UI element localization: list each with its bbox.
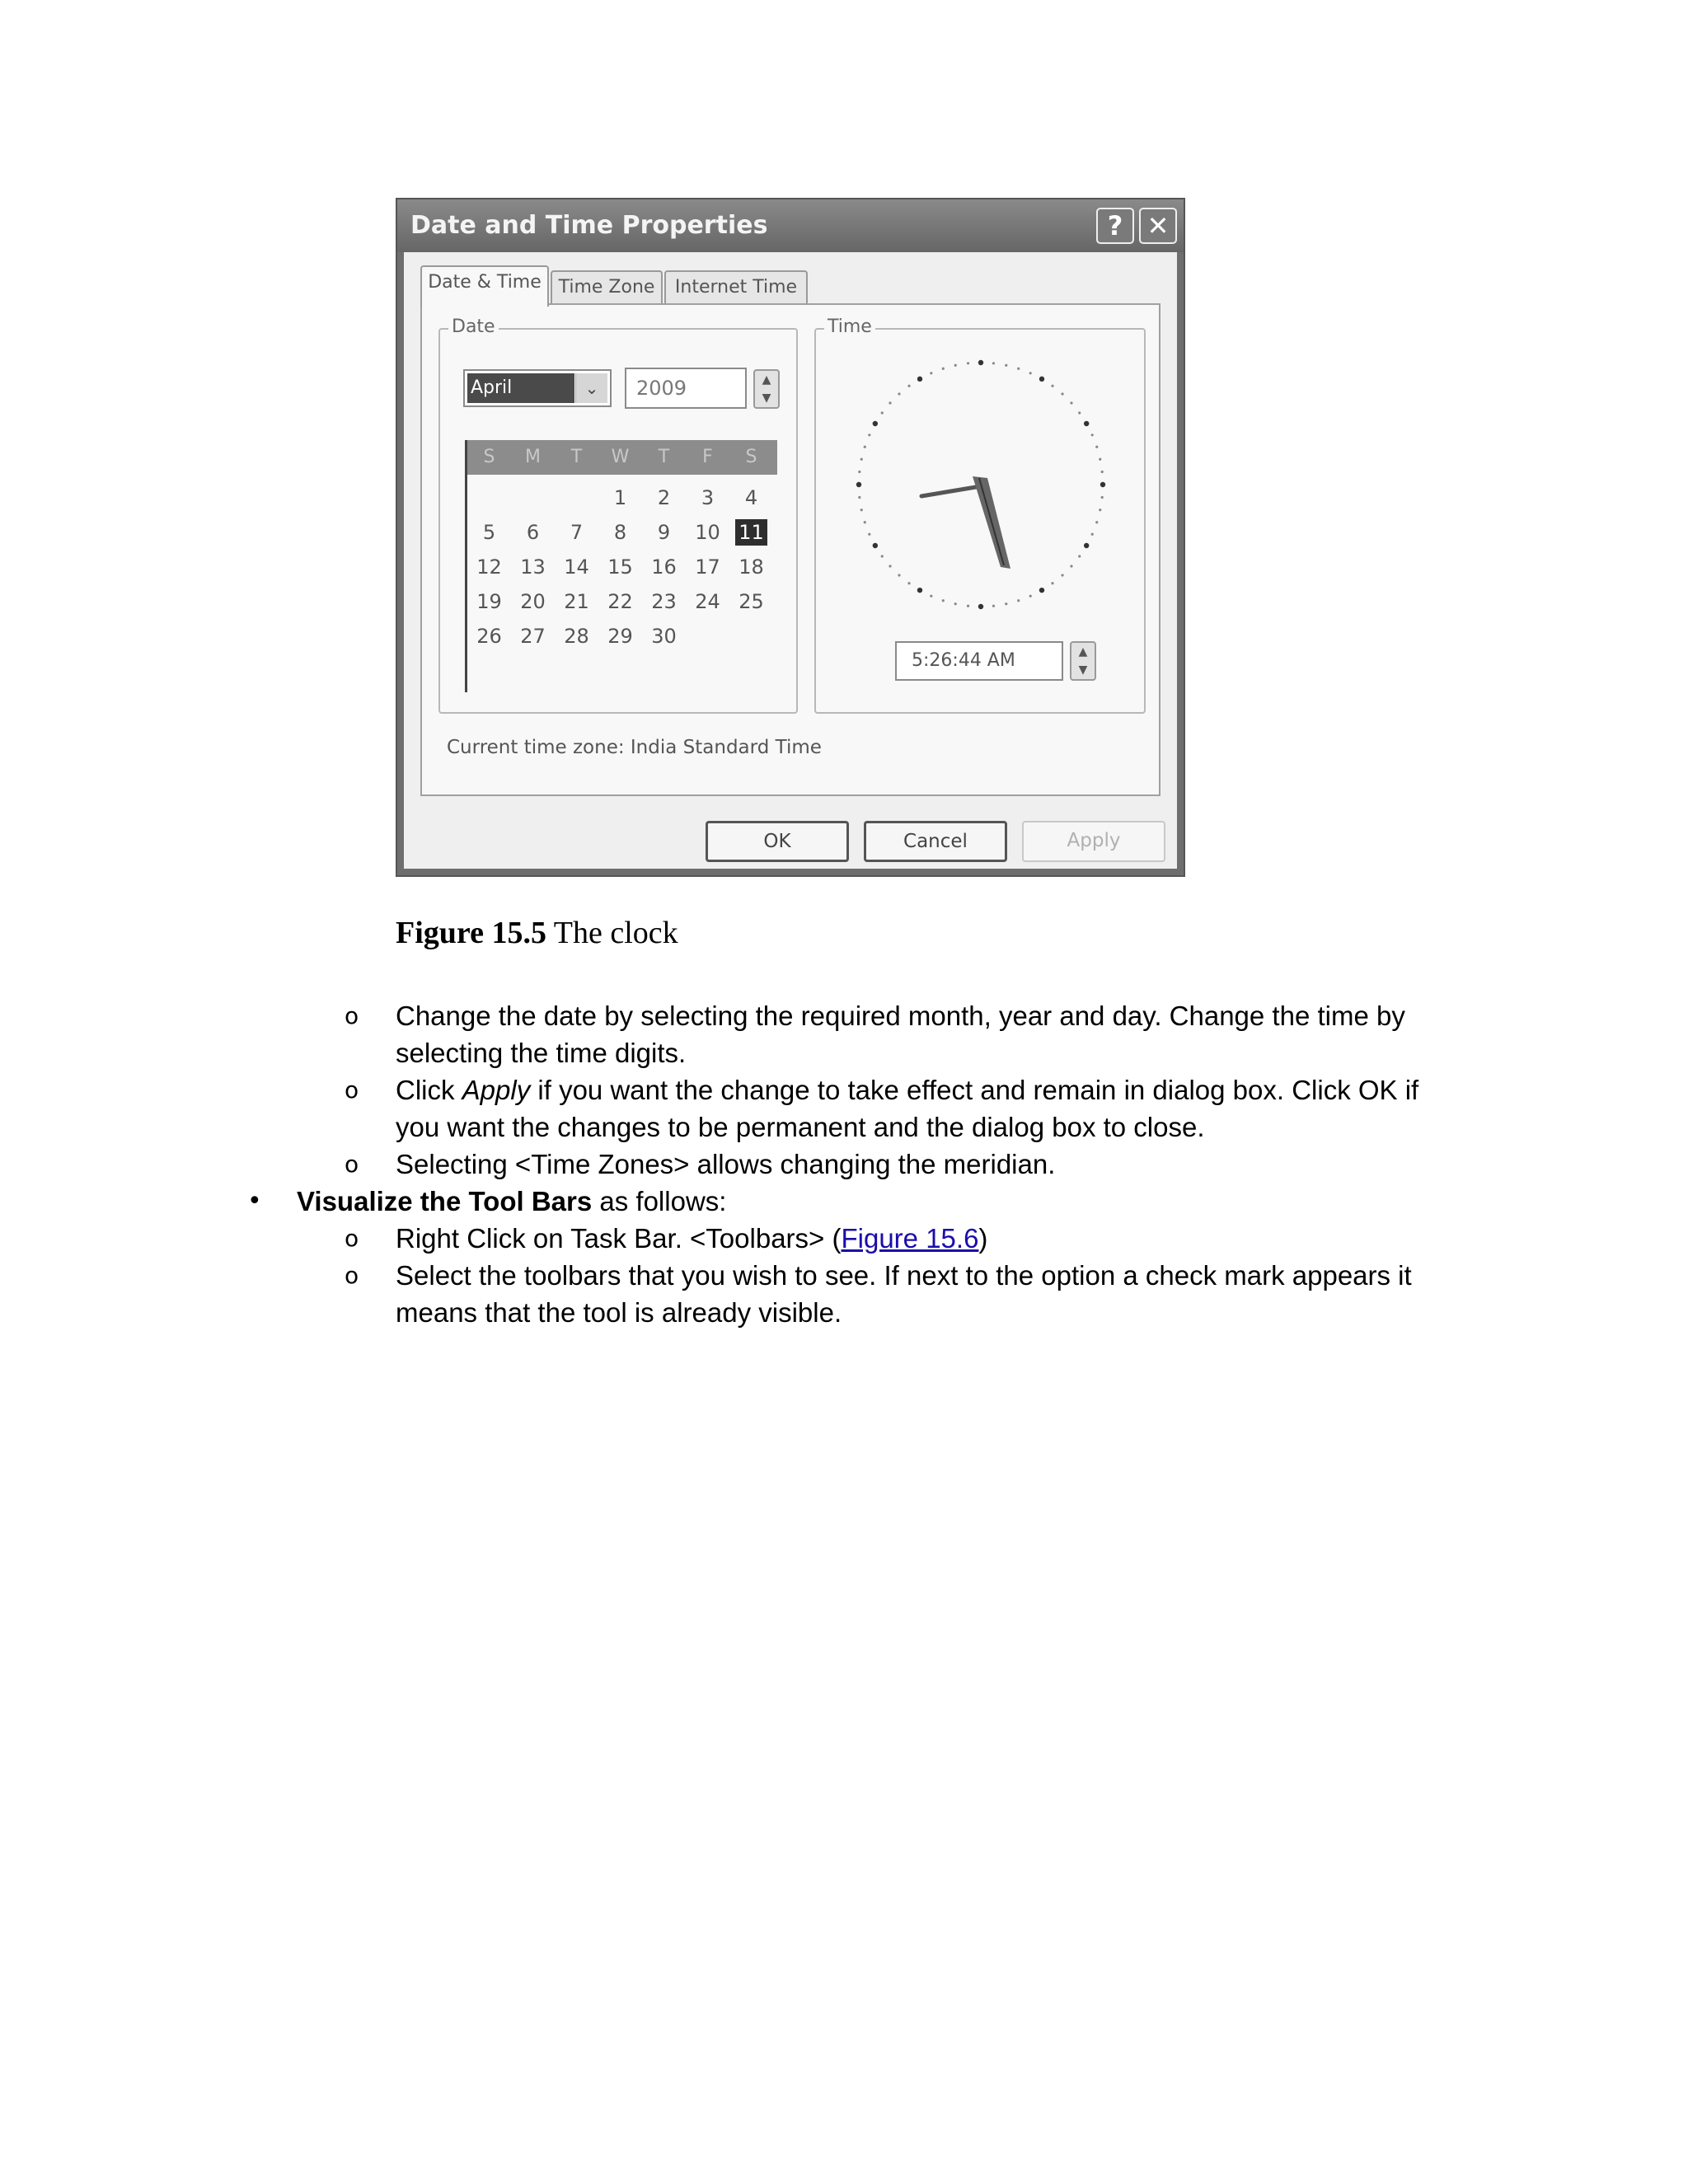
clock-minute-mark <box>860 509 863 511</box>
clock-hour-mark <box>873 421 878 426</box>
date-time-dialog-figure <box>396 198 1185 877</box>
clock-minute-mark <box>864 521 866 523</box>
clock-minute-mark <box>1095 446 1098 448</box>
calendar-day[interactable] <box>467 585 511 620</box>
calendar-weekday: T <box>658 447 670 467</box>
calendar-day-number: 17 <box>695 555 720 579</box>
clock-minute-mark <box>1061 392 1063 395</box>
list-item-text: Selecting <Time Zones> allows changing the meridian. <box>396 1149 1056 1179</box>
calendar-day-number: 18 <box>738 555 764 579</box>
clock-minute-mark <box>992 605 995 607</box>
calendar-day[interactable] <box>598 620 642 654</box>
clock-hour-hand <box>921 486 981 496</box>
calendar-day-number: 22 <box>607 590 633 613</box>
calendar-day-selected[interactable] <box>729 516 773 551</box>
clock-minute-mark <box>954 364 957 367</box>
clock-hour-mark <box>1100 482 1105 487</box>
date-group-legend: Date <box>448 316 499 337</box>
tab-internet-time[interactable]: Internet Time <box>664 270 808 305</box>
clock-minute-mark <box>1029 372 1032 374</box>
time-group <box>814 316 1146 714</box>
calendar-day-number: 10 <box>695 521 720 544</box>
clock-minute-mark <box>1078 411 1081 414</box>
current-time-zone-label: Current time zone: India Standard Time <box>447 737 822 758</box>
calendar-week-row <box>467 620 777 654</box>
clock-minute-mark <box>1029 595 1032 598</box>
list-item-text-pre: Right Click on Task Bar. <Toolbars> ( <box>396 1223 842 1254</box>
calendar-weekday: T <box>570 447 583 467</box>
clock-minute-mark <box>967 605 969 607</box>
chevron-down-icon[interactable]: ⌄ <box>575 373 607 403</box>
clock-minute-mark <box>1005 364 1007 367</box>
clock-minute-mark <box>1070 565 1072 567</box>
clock-minute-mark <box>1061 574 1063 576</box>
clock-minute-mark <box>1078 555 1081 557</box>
calendar-week-row <box>467 585 777 620</box>
list-item-apply <box>345 1071 1434 1146</box>
toolbars-heading: Visualize the Tool Bars <box>297 1186 593 1216</box>
clock-hour-mark <box>978 604 983 609</box>
date-group <box>438 316 798 714</box>
calendar-day[interactable] <box>467 551 511 585</box>
clock-minute-mark <box>930 372 932 374</box>
calendar-day-number: 19 <box>476 590 502 613</box>
list-item-text-post: ) <box>978 1223 988 1254</box>
calendar-day[interactable] <box>555 516 598 551</box>
dialog-title: Date and Time Properties <box>410 211 768 240</box>
calendar-day-number: 4 <box>744 486 758 509</box>
clock-minute-mark <box>1005 602 1007 605</box>
figure-label: Figure 15.5 <box>396 916 546 950</box>
clock-minute-mark <box>942 599 945 602</box>
calendar-day[interactable] <box>642 481 686 516</box>
calendar-day-number: 13 <box>520 555 546 579</box>
clock-minute-mark <box>858 471 860 473</box>
calendar-day-number: 8 <box>613 521 627 544</box>
clock-minute-mark <box>1099 509 1101 511</box>
list-item-text-pre: Click <box>396 1075 462 1105</box>
calendar-weekday: S <box>745 447 757 467</box>
clock-minute-mark <box>954 602 957 605</box>
calendar-day[interactable] <box>467 516 511 551</box>
calendar-day-number: 29 <box>607 625 633 648</box>
calendar-day[interactable] <box>642 551 686 585</box>
calendar-weekday: W <box>611 447 630 467</box>
calendar-day-number: 14 <box>564 555 589 579</box>
circle-bullet-icon: o <box>345 1151 359 1178</box>
calendar-day[interactable] <box>686 585 729 620</box>
clock-second-hand <box>979 478 1004 565</box>
tab-date-time[interactable]: Date & Time <box>420 265 549 307</box>
month-value: April <box>467 373 574 403</box>
clock-minute-mark <box>907 582 910 584</box>
clock-minute-mark <box>1091 533 1094 536</box>
calendar-day[interactable] <box>511 551 555 585</box>
calendar-day <box>467 481 511 516</box>
list-item-select-toolbars <box>345 1257 1434 1331</box>
calendar-day-number: 30 <box>651 625 677 648</box>
calendar-day-number: 6 <box>526 521 540 544</box>
clock-minute-mark <box>881 411 884 414</box>
dialog-client-area <box>404 252 1177 869</box>
calendar-day <box>686 620 729 654</box>
calendar-day[interactable] <box>511 620 555 654</box>
calendar-day-number: 26 <box>476 625 502 648</box>
calendar-day <box>729 620 773 654</box>
calendar-day[interactable] <box>729 481 773 516</box>
figure-15-6-link[interactable]: Figure 15.6 <box>841 1223 979 1254</box>
help-icon[interactable]: ? <box>1096 208 1134 244</box>
calendar-day-number: 23 <box>651 590 677 613</box>
clock-minute-mark <box>967 362 969 364</box>
list-item-time-zones <box>345 1146 1434 1183</box>
clock-hour-mark <box>978 360 983 365</box>
list-item-text: Change the date by selecting the required month, year and day. Change the time by selecting the time digits. <box>396 1001 1405 1068</box>
clock-minute-mark <box>1051 582 1053 584</box>
calendar-day[interactable] <box>511 516 555 551</box>
clock-hour-mark <box>1039 588 1044 593</box>
calendar-weekday-header <box>467 440 777 475</box>
calendar-day-number: 12 <box>476 555 502 579</box>
calendar-weekday: M <box>525 447 541 467</box>
clock-hour-mark <box>917 377 922 382</box>
circle-bullet-icon: o <box>345 1225 359 1252</box>
month-calendar <box>465 440 775 692</box>
calendar-day-number: 3 <box>701 486 715 509</box>
calendar-day-number: 25 <box>738 590 764 613</box>
calendar-weekday: S <box>483 447 495 467</box>
calendar-day[interactable] <box>598 481 642 516</box>
clock-minute-mark <box>1101 471 1104 473</box>
calendar-day-number: 7 <box>570 521 584 544</box>
calendar-day[interactable] <box>511 585 555 620</box>
calendar-day-number: 27 <box>520 625 546 648</box>
clock-minute-mark <box>1070 401 1072 404</box>
calendar-day <box>555 481 598 516</box>
clock-minute-mark <box>868 533 870 536</box>
clock-minute-mark <box>1017 599 1020 602</box>
toolbars-heading-rest: as follows: <box>592 1186 727 1216</box>
calendar-day[interactable] <box>467 620 511 654</box>
calendar-day-number: 16 <box>651 555 677 579</box>
clock-hour-mark <box>917 588 922 593</box>
calendar-day-number: 5 <box>482 521 496 544</box>
calendar-day[interactable] <box>642 516 686 551</box>
apply-emphasis: Apply <box>462 1075 531 1105</box>
clock-hour-mark <box>1084 543 1089 548</box>
clock-minute-mark <box>858 496 860 499</box>
calendar-day-number: 24 <box>695 590 720 613</box>
dialog-titlebar <box>397 199 1184 252</box>
calendar-day[interactable] <box>598 585 642 620</box>
circle-bullet-icon: o <box>345 1076 359 1104</box>
clock-minute-mark <box>860 458 863 461</box>
calendar-day-number: 11 <box>735 519 767 546</box>
clock-minute-mark <box>907 385 910 387</box>
calendar-day-number: 15 <box>607 555 633 579</box>
figure-caption <box>396 915 678 951</box>
calendar-day[interactable] <box>686 516 729 551</box>
calendar-day[interactable] <box>555 620 598 654</box>
cancel-button[interactable]: Cancel <box>864 821 1007 862</box>
calendar-day[interactable] <box>555 585 598 620</box>
calendar-day-number: 28 <box>564 625 589 648</box>
calendar-day[interactable] <box>729 551 773 585</box>
calendar-day[interactable] <box>686 481 729 516</box>
calendar-day[interactable] <box>598 516 642 551</box>
circle-bullet-icon: o <box>345 1002 359 1029</box>
calendar-day-number: 2 <box>657 486 671 509</box>
calendar-day-number: 9 <box>657 521 671 544</box>
month-select[interactable] <box>463 369 612 407</box>
clock-minute-mark <box>1099 458 1101 461</box>
close-icon[interactable]: ✕ <box>1139 208 1177 244</box>
year-spinner-icon[interactable]: ▲ ▼ <box>753 369 780 409</box>
clock-minute-mark <box>889 565 891 567</box>
apply-button[interactable]: Apply <box>1022 821 1165 862</box>
calendar-day-number: 21 <box>564 590 589 613</box>
dot-bullet-icon: • <box>247 1187 262 1216</box>
clock-minute-mark <box>942 368 945 370</box>
tab-time-zone[interactable]: Time Zone <box>551 270 663 305</box>
ok-button[interactable]: OK <box>706 821 849 862</box>
clock-minute-mark <box>889 401 891 404</box>
calendar-week-row <box>467 516 777 551</box>
calendar-week-row <box>467 481 777 516</box>
calendar-day-number: 1 <box>613 486 627 509</box>
calendar-days-grid <box>467 481 777 654</box>
year-field[interactable]: 2009 <box>625 368 747 409</box>
calendar-day[interactable] <box>729 585 773 620</box>
list-item-right-click <box>345 1220 1434 1257</box>
calendar-day[interactable] <box>686 551 729 585</box>
clock-minute-mark <box>898 392 900 395</box>
calendar-day <box>511 481 555 516</box>
clock-hour-mark <box>856 482 861 487</box>
calendar-day[interactable] <box>642 585 686 620</box>
circle-bullet-icon: o <box>345 1262 359 1289</box>
clock-minute-mark <box>1091 434 1094 436</box>
calendar-weekday: F <box>702 447 713 467</box>
calendar-day[interactable] <box>642 620 686 654</box>
clock-minute-mark <box>992 362 995 364</box>
clock-hour-mark <box>1039 377 1044 382</box>
clock-hour-mark <box>873 543 878 548</box>
clock-minute-mark <box>898 574 900 576</box>
time-group-legend: Time <box>824 316 875 337</box>
time-field[interactable]: 5:26:44 AM <box>895 641 1063 681</box>
clock-minute-mark <box>1101 496 1104 499</box>
clock-minute-mark <box>1051 385 1053 387</box>
figure-caption-text: The clock <box>546 916 678 950</box>
list-item-toolbars <box>247 1183 1434 1220</box>
list-item-text: Select the toolbars that you wish to see. If next to the option a check mark appears it means that the tool is already visible. <box>396 1260 1412 1328</box>
analog-clock <box>849 353 1113 616</box>
calendar-day[interactable] <box>555 551 598 585</box>
time-spinner-icon[interactable]: ▲ ▼ <box>1070 641 1096 681</box>
clock-minute-mark <box>868 434 870 436</box>
list-item-change-date <box>345 997 1434 1071</box>
clock-minute-mark <box>930 595 932 598</box>
calendar-day-number: 20 <box>520 590 546 613</box>
tab-panel <box>420 303 1160 796</box>
clock-minute-mark <box>881 555 884 557</box>
clock-minute-mark <box>1017 368 1020 370</box>
calendar-week-row <box>467 551 777 585</box>
clock-hour-mark <box>1084 421 1089 426</box>
calendar-day[interactable] <box>598 551 642 585</box>
list-item-text-post: if you want the change to take effect and remain in dialog box. Click OK if you want the changes to be permanent and the dialog box to close. <box>396 1075 1419 1142</box>
clock-minute-mark <box>864 446 866 448</box>
clock-minute-mark <box>1095 521 1098 523</box>
